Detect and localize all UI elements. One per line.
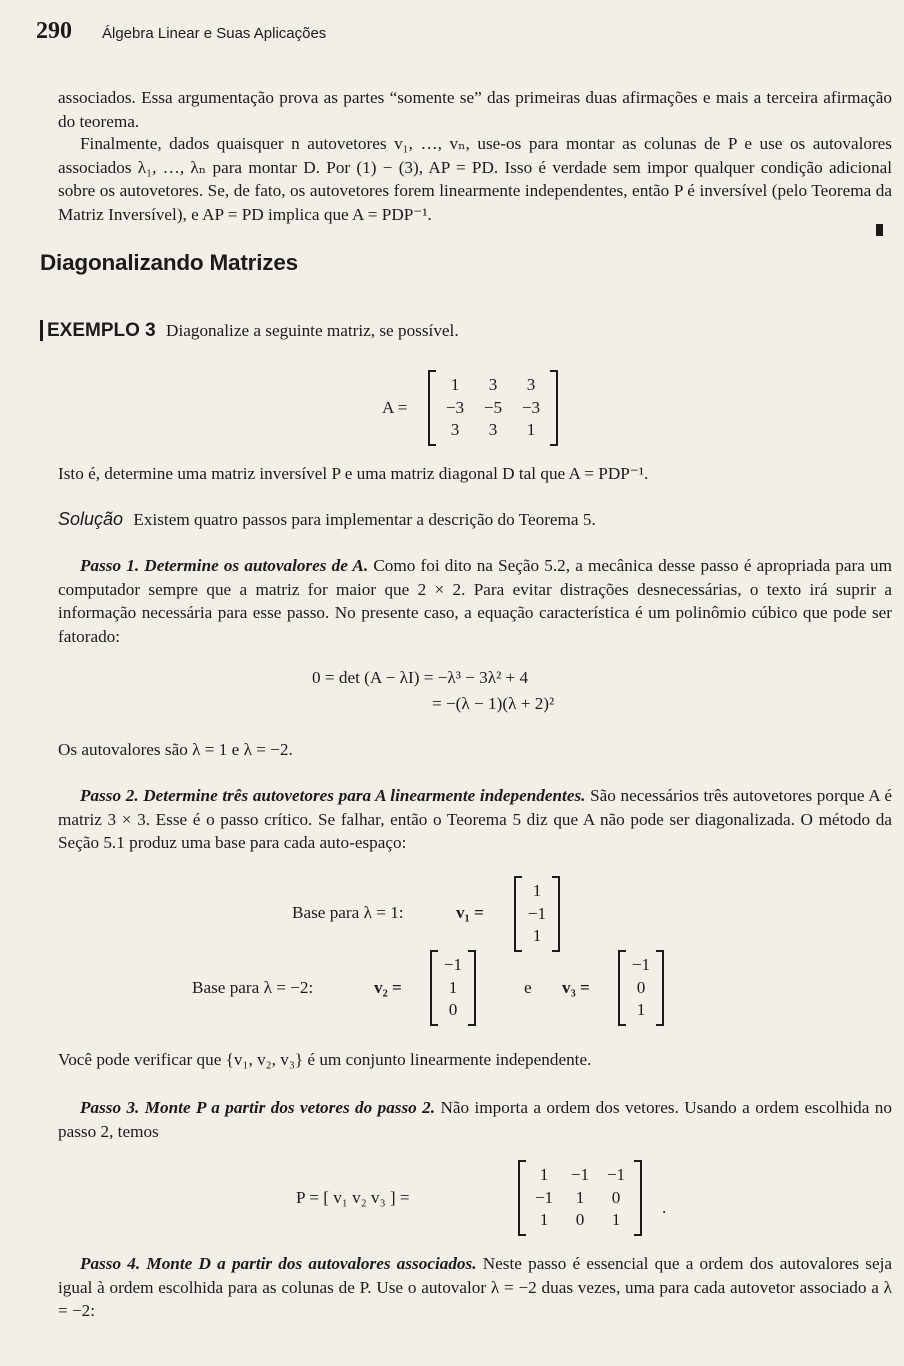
step-1-title: Passo 1. Determine os autovalores de A. (80, 556, 369, 575)
matP-cell: 1 (539, 1210, 549, 1229)
step-2-title: Passo 2. Determine três autovetores para A linearmente independentes. (80, 786, 586, 805)
matrix-p (518, 1162, 642, 1234)
and-word: e (524, 978, 532, 997)
verify-line: Você pode verificar que {v₁, v₂, v₃} é um conjunto linearmente independente. (58, 1050, 592, 1069)
vector-v2 (430, 952, 476, 1024)
matP-cell: −1 (606, 1165, 626, 1184)
matP-cell: −1 (534, 1187, 554, 1207)
base-2-label: Base para λ = −2: (192, 978, 314, 997)
step-4-text: Neste passo é essencial que a ordem dos autovalores seja igual à ordem escolhida para as colunas de P. Use o autovalor λ = −2 duas vezes, uma para cada autovetor associado a λ = −2: (58, 1254, 892, 1320)
page-header (36, 18, 326, 45)
matP-cell: 1 (611, 1210, 621, 1229)
equation-1: 0 = det (A − λI) = −λ³ − 3λ² + 4 (312, 668, 529, 687)
example-text: Diagonalize a seguinte matriz, se possível. (166, 321, 459, 340)
section-title: Diagonalizando Matrizes (40, 250, 298, 275)
example-heading (40, 320, 459, 342)
example-label: EXEMPLO 3 (40, 320, 156, 341)
matA-cell: −3 (521, 397, 541, 417)
matP-cell: 0 (611, 1187, 621, 1207)
v3-cell: −1 (631, 955, 651, 974)
matrix-a-label: A = (382, 398, 408, 417)
running-title: Álgebra Linear e Suas Aplicações (102, 25, 327, 42)
matA-cell: −3 (445, 397, 465, 417)
eigenvalues-line: Os autovalores são λ = 1 e λ = −2. (58, 740, 293, 759)
after-matrix-text: Isto é, determine uma matriz inversível P e uma matriz diagonal D tal que A = PDP⁻¹. (58, 464, 649, 483)
v2-cell: −1 (443, 955, 463, 974)
matP-cell: −1 (570, 1165, 590, 1184)
v3-cell: 0 (636, 977, 646, 997)
v2-label: v₂ = (374, 978, 402, 997)
matA-cell: 1 (450, 375, 460, 394)
page-number: 290 (36, 18, 72, 44)
step-3 (58, 1096, 892, 1143)
matA-cell: −5 (483, 397, 503, 417)
paragraph-2: Finalmente, dados quaisquer n autovetores v₁, …, vₙ, use-os para montar as colunas de P e use os autovalores associados λ₁, …, λₙ para montar D. Por (1) − (3), AP = PD. Isso é verdade sem impor qualquer condição adicional sobre os autovetores. Se, de fato, os autovetores forem linearmente independentes, então P é inversível (pelo Teorema da Matriz Inversível), e AP = PD implica que A = PDP⁻¹. (58, 134, 892, 224)
matA-cell: 3 (526, 375, 536, 394)
step-1 (58, 554, 892, 648)
base-1-label: Base para λ = 1: (292, 903, 404, 922)
matA-cell: 3 (450, 420, 460, 439)
step-3-text: Não importa a ordem dos vetores. Usando a ordem escolhida no passo 2, temos (58, 1098, 892, 1141)
step-4 (58, 1252, 892, 1323)
v1-label: v₁ = (456, 903, 484, 922)
matP-cell: 1 (575, 1187, 585, 1207)
step-3-title: Passo 3. Monte P a partir dos vetores do passo 2. (80, 1098, 436, 1117)
solution-text: Existem quatro passos para implementar a descrição do Teorema 5. (133, 510, 596, 529)
solution-line (58, 508, 892, 532)
paragraph-1: associados. Essa argumentação prova as partes “somente se” das primeiras duas afirmações e mais a terceira afirmação do teorema. (58, 88, 892, 131)
p-period: . (662, 1198, 667, 1217)
vector-v3 (618, 952, 664, 1024)
matA-cell: 1 (526, 420, 536, 439)
matP-cell: 0 (575, 1210, 585, 1229)
step-1-text: Como foi dito na Seção 5.2, a mecânica desse passo é apropriada para um computador sempre que a matriz for maior que 2 × 2. Para evitar distrações desnecessárias, o texto irá suprir a informação necessária para esse passo. No presente caso, a equação característica é um polinômio cúbico que pode ser fatorado: (58, 556, 892, 646)
step-4-title: Passo 4. Monte D a partir dos autovalores associados. (80, 1254, 477, 1273)
solution-label: Solução (58, 509, 124, 529)
step-2 (58, 784, 892, 855)
matA-cell: 3 (488, 420, 498, 439)
v3-label: v₃ = (562, 978, 590, 997)
matP-cell: 1 (539, 1165, 549, 1184)
v3-cell: 1 (636, 1000, 646, 1019)
v1-cell: −1 (527, 903, 547, 923)
v2-cell: 1 (448, 977, 458, 997)
v2-cell: 0 (448, 1000, 458, 1019)
v1-cell: 1 (532, 881, 542, 900)
vector-v1 (514, 878, 560, 950)
matrix-a (428, 372, 558, 444)
matA-cell: 3 (488, 375, 498, 394)
step-2-text: São necessários três autovetores porque A é matriz 3 × 3. Esse é o passo crítico. Se falhar, então o Teorema 5 diz que A não pode ser diagonalizada. O método da Seção 5.1 produz uma base para cada auto-espaço: (58, 786, 892, 852)
p-label: P = [ v₁ v₂ v₃ ] = (296, 1188, 410, 1207)
equation-2: = −(λ − 1)(λ + 2)² (432, 694, 555, 713)
qed-mark (876, 224, 883, 236)
v1-cell: 1 (532, 926, 542, 945)
